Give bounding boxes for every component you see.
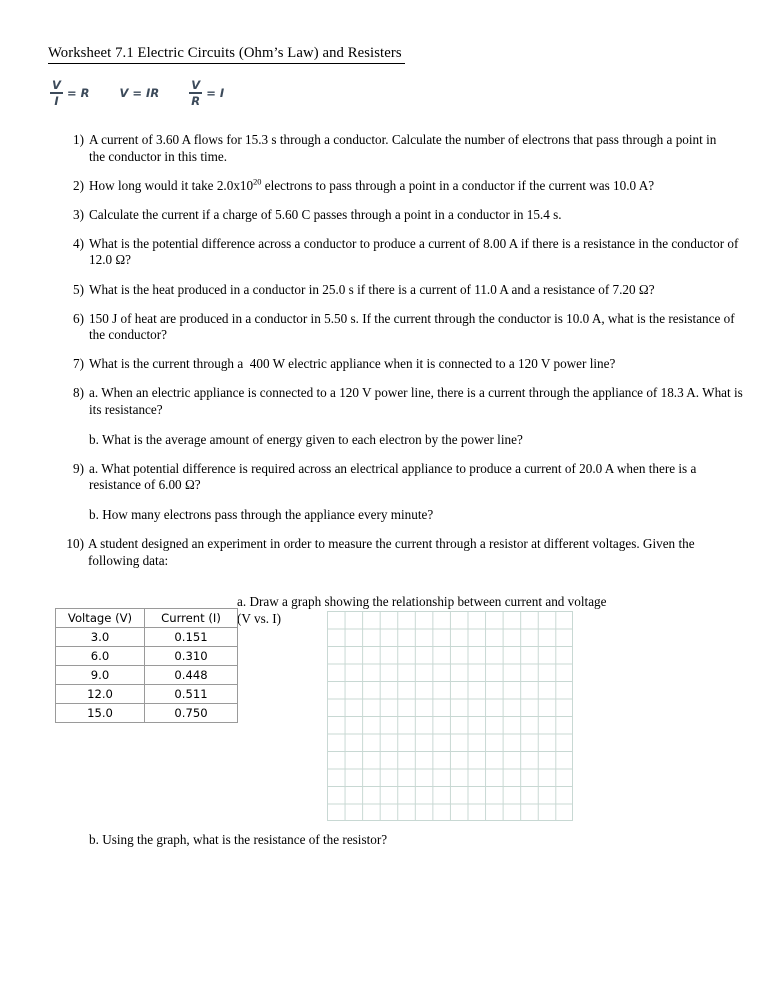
cell-voltage: 15.0: [56, 704, 145, 723]
question-number: 6): [73, 310, 84, 326]
question-text-part-b: b. How many electrons pass through the appliance every minute?: [89, 506, 434, 522]
question-number: 5): [73, 281, 84, 297]
question-text-after: electrons to pass through a point in a conductor if the current was 10.0 A?: [261, 177, 655, 193]
question-text: [89, 178, 718, 195]
question-text: A current of 3.60 A flows for 15.3 s through a conductor. Calculate the number of electrons that pass through a point in the conductor in this time.: [89, 132, 720, 164]
final-question-text: b. Using the graph, what is the resistance of the resistor?: [89, 832, 388, 847]
cell-current: 0.750: [145, 704, 238, 723]
formula-inline-text: V = IR: [119, 86, 160, 101]
question-text: What is the current through a 400 W electric appliance when it is connected to a 120 V power line?: [89, 356, 616, 372]
page-title: Worksheet 7.1 Electric Circuits (Ohm’s Law) and Resisters: [48, 44, 405, 64]
question-item-4: [58, 236, 744, 269]
cell-voltage: 3.0: [56, 628, 145, 647]
question-text-part-b: b. What is the average amount of energy given to each electron by the power line?: [89, 431, 523, 447]
question-list: [58, 132, 747, 582]
question-item-1: [58, 132, 718, 165]
formula-row: [50, 79, 224, 107]
formula-equals-i: = I: [206, 86, 225, 101]
question-number: 9): [73, 460, 84, 476]
table-row: [56, 666, 238, 685]
column-header-current: Current (I): [145, 609, 238, 628]
question-item-5: [58, 282, 718, 299]
fraction-numerator: V: [191, 78, 201, 92]
cell-current: 0.448: [145, 666, 238, 685]
fraction-v-r: [189, 79, 202, 107]
question-item-6: [58, 311, 744, 344]
table-row: [56, 628, 238, 647]
formula-v-over-i: [50, 79, 90, 107]
cell-voltage: 9.0: [56, 666, 145, 685]
fraction-v-i: [50, 79, 63, 107]
cell-current: 0.310: [145, 647, 238, 666]
fraction-denominator: I: [54, 94, 59, 108]
cell-current: 0.151: [145, 628, 238, 647]
cell-voltage: 6.0: [56, 647, 145, 666]
question-item-3: [58, 207, 718, 224]
question-number: 2): [73, 177, 84, 193]
question-text-part-a: a. When an electric appliance is connected to a 120 V power line, there is a current through the appliance of 18.3 A. What is its resistance?: [89, 385, 747, 418]
question-text: What is the heat produced in a conductor in 25.0 s if there is a current of 11.0 A and a resistance of 7.20 Ω?: [89, 281, 655, 297]
question-text-before: How long would it take 2.0x10: [89, 177, 254, 193]
question-text: What is the potential difference across a conductor to produce a current of 8.00 A if there is a resistance in the conductor of 12.0 Ω?: [89, 235, 742, 268]
voltage-current-table: [55, 608, 238, 723]
table-row: [56, 685, 238, 704]
formula-v-over-r: [189, 79, 224, 107]
question-number: 1): [73, 132, 84, 147]
table-header-row: [56, 609, 238, 628]
blank-graph-grid: [327, 611, 573, 821]
question-number: 8): [73, 385, 84, 401]
question-item-8: [58, 385, 747, 448]
graph-instruction-line2: (V vs. I): [237, 610, 282, 626]
question-item-9: [58, 461, 744, 524]
fraction-denominator: R: [191, 94, 201, 108]
table-row: [56, 704, 238, 723]
question-text: Calculate the current if a charge of 5.60 C passes through a point in a conductor in 15.4 s.: [89, 206, 562, 222]
formula-equals-r: = R: [67, 86, 90, 101]
question-item-7: [58, 356, 718, 373]
question-number: 7): [73, 356, 84, 372]
column-header-voltage: Voltage (V): [56, 609, 145, 628]
question-text: A student designed an experiment in order to measure the current through a resistor at different voltages. Given the following data:: [88, 536, 698, 568]
cell-current: 0.511: [145, 685, 238, 704]
graph-instruction-line1: a. Draw a graph showing the relationship between current and voltage: [237, 594, 607, 609]
formula-v-equals-ir: [120, 86, 160, 100]
question-number: 3): [73, 206, 84, 222]
table-row: [56, 647, 238, 666]
question-number: 4): [73, 235, 84, 251]
question-item-2: [58, 178, 718, 195]
exponent: 20: [253, 177, 262, 187]
question-number: 10): [66, 536, 84, 551]
question-item-10: [58, 536, 718, 569]
question-text-part-a: a. What potential difference is required across an electrical appliance to produce a current of 20.0 A when there is a resistance of 6.00 Ω?: [89, 460, 700, 493]
cell-voltage: 12.0: [56, 685, 145, 704]
question-text: 150 J of heat are produced in a conductor in 5.50 s. If the current through the conductor is 10.0 A, what is the resistance of the conductor?: [89, 310, 738, 343]
fraction-numerator: V: [52, 78, 61, 92]
